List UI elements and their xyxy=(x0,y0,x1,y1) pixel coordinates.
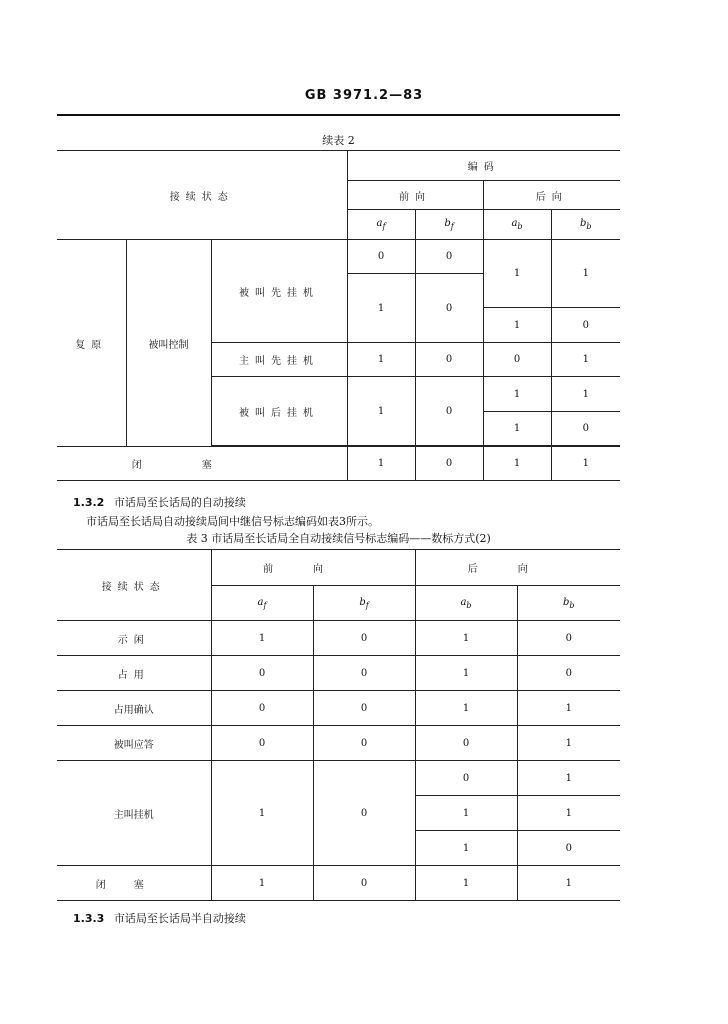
t3-cell: 1 xyxy=(517,796,620,831)
t2-col-bwd: 后向 xyxy=(483,181,620,210)
t2-cell: 1 xyxy=(551,240,620,308)
t2-cell: 0 xyxy=(483,343,551,377)
t3-cell: 1 xyxy=(517,866,620,901)
section-1-3-2-number: 1.3.2 xyxy=(73,496,105,509)
t3-col-bwd-label: 后向 xyxy=(467,564,568,575)
t3-hdr-ab: $a_b$ xyxy=(415,586,517,621)
t2-cell: 0 xyxy=(415,240,483,274)
t2-col-code: 编码 xyxy=(347,151,620,181)
t3-cell: 1 xyxy=(517,761,620,796)
t3-col-bwd xyxy=(415,550,620,586)
t3-row-zhujiao-hangup: 主叫挂机 xyxy=(57,761,211,866)
t3-cell: 1 xyxy=(211,621,313,656)
t3-cell: 1 xyxy=(415,656,517,691)
t2-cell: 1 xyxy=(551,447,620,481)
t2-cell: 1 xyxy=(483,412,551,446)
table-row xyxy=(57,621,620,656)
t3-cell: 0 xyxy=(415,726,517,761)
table2-title: 续表 2 xyxy=(322,134,355,147)
t2-col-fwd: 前向 xyxy=(347,181,483,210)
table-row xyxy=(57,656,620,691)
t3-hdr-bf: $b_f$ xyxy=(313,586,415,621)
t3-row-label: 占用确认 xyxy=(57,691,211,726)
t2-row-beijiao-control: 被叫控制 xyxy=(126,240,211,447)
t3-hdr-af: $a_f$ xyxy=(211,586,313,621)
t2-bisai-label: 闭塞 xyxy=(131,460,272,471)
t3-cell: 0 xyxy=(313,691,415,726)
table3 xyxy=(57,549,620,901)
t2-hdr-bb: $b_b$ xyxy=(551,210,620,240)
t2-cell: 0 xyxy=(551,412,620,446)
section-1-3-3-title: 市话局至长话局半自动接续 xyxy=(113,912,246,925)
t2-cell: 1 xyxy=(551,343,620,377)
t2-row-bisai xyxy=(57,447,347,481)
t3-cell: 0 xyxy=(211,691,313,726)
t3-row-bisai xyxy=(57,866,211,901)
t3-row-label: 示闲 xyxy=(57,621,211,656)
t2-hdr-af: $a_f$ xyxy=(347,210,415,240)
t2-cell: 1 xyxy=(347,377,415,446)
table2 xyxy=(57,150,620,481)
table-row xyxy=(57,726,620,761)
table3-title: 表 3 市话局至长话局全自动接续信号标志编码——数标方式(2) xyxy=(186,532,491,545)
t2-hdr-bf: $b_f$ xyxy=(415,210,483,240)
t2-cell: 1 xyxy=(483,240,551,308)
t2-cell: 1 xyxy=(483,447,551,481)
t3-cell: 1 xyxy=(211,761,313,866)
t2-cell: 0 xyxy=(415,377,483,446)
t2-col-state: 接续状态 xyxy=(57,151,347,240)
table-row xyxy=(57,866,620,901)
t2-cell: 0 xyxy=(415,343,483,377)
t3-col-fwd xyxy=(211,550,415,586)
t3-cell: 1 xyxy=(415,621,517,656)
table-row xyxy=(57,691,620,726)
t3-cell: 1 xyxy=(517,726,620,761)
t3-col-state: 接续状态 xyxy=(57,550,211,621)
section-1-3-2-paragraph: 市话局至长话局自动接续局间中继信号标志编码如表3所示。 xyxy=(86,515,379,528)
t2-cell: 1 xyxy=(347,343,415,377)
t2-cell: 1 xyxy=(483,377,551,412)
t3-cell: 0 xyxy=(415,761,517,796)
t2-cell: 0 xyxy=(551,308,620,343)
t2-cell: 0 xyxy=(415,447,483,481)
t3-cell: 1 xyxy=(211,866,313,901)
t2-row-beijiao-after: 被叫后挂机 xyxy=(211,377,347,446)
header-rule xyxy=(57,114,620,116)
t3-cell: 1 xyxy=(415,831,517,866)
table-row xyxy=(57,761,620,796)
section-1-3-2 xyxy=(73,494,246,510)
section-1-3-2-title: 市话局至长话局的自动接续 xyxy=(113,496,246,509)
t3-cell: 0 xyxy=(313,726,415,761)
standard-header: GB 3971.2—83 xyxy=(304,88,424,103)
t2-cell: 1 xyxy=(483,308,551,343)
t3-cell: 1 xyxy=(415,796,517,831)
t2-row-fuyuan: 复原 xyxy=(57,240,126,447)
section-1-3-3 xyxy=(73,910,246,926)
t2-cell: 0 xyxy=(415,274,483,343)
t3-cell: 0 xyxy=(313,761,415,866)
t3-cell: 1 xyxy=(517,691,620,726)
t3-bisai-label: 闭塞 xyxy=(95,879,172,891)
t3-row-label: 被叫应答 xyxy=(57,726,211,761)
t3-cell: 0 xyxy=(313,621,415,656)
t3-row-label: 占用 xyxy=(57,656,211,691)
t2-row-beijiao-first: 被叫先挂机 xyxy=(211,240,347,343)
t2-cell: 0 xyxy=(347,240,415,274)
t3-cell: 1 xyxy=(415,691,517,726)
t3-cell: 0 xyxy=(517,656,620,691)
t2-hdr-ab: $a_b$ xyxy=(483,210,551,240)
t3-col-fwd-label: 前向 xyxy=(263,564,363,575)
t2-cell: 1 xyxy=(347,274,415,343)
t3-cell: 0 xyxy=(313,866,415,901)
t3-cell: 0 xyxy=(517,621,620,656)
t3-cell: 0 xyxy=(313,656,415,691)
t2-cell: 1 xyxy=(347,447,415,481)
t3-cell: 1 xyxy=(415,866,517,901)
t3-cell: 0 xyxy=(211,656,313,691)
t2-cell: 1 xyxy=(551,377,620,412)
section-1-3-3-number: 1.3.3 xyxy=(73,912,105,925)
t3-cell: 0 xyxy=(211,726,313,761)
t3-hdr-bb: $b_b$ xyxy=(517,586,620,621)
t3-cell: 0 xyxy=(517,831,620,866)
t2-row-zhujiao-first: 主叫先挂机 xyxy=(211,343,347,377)
